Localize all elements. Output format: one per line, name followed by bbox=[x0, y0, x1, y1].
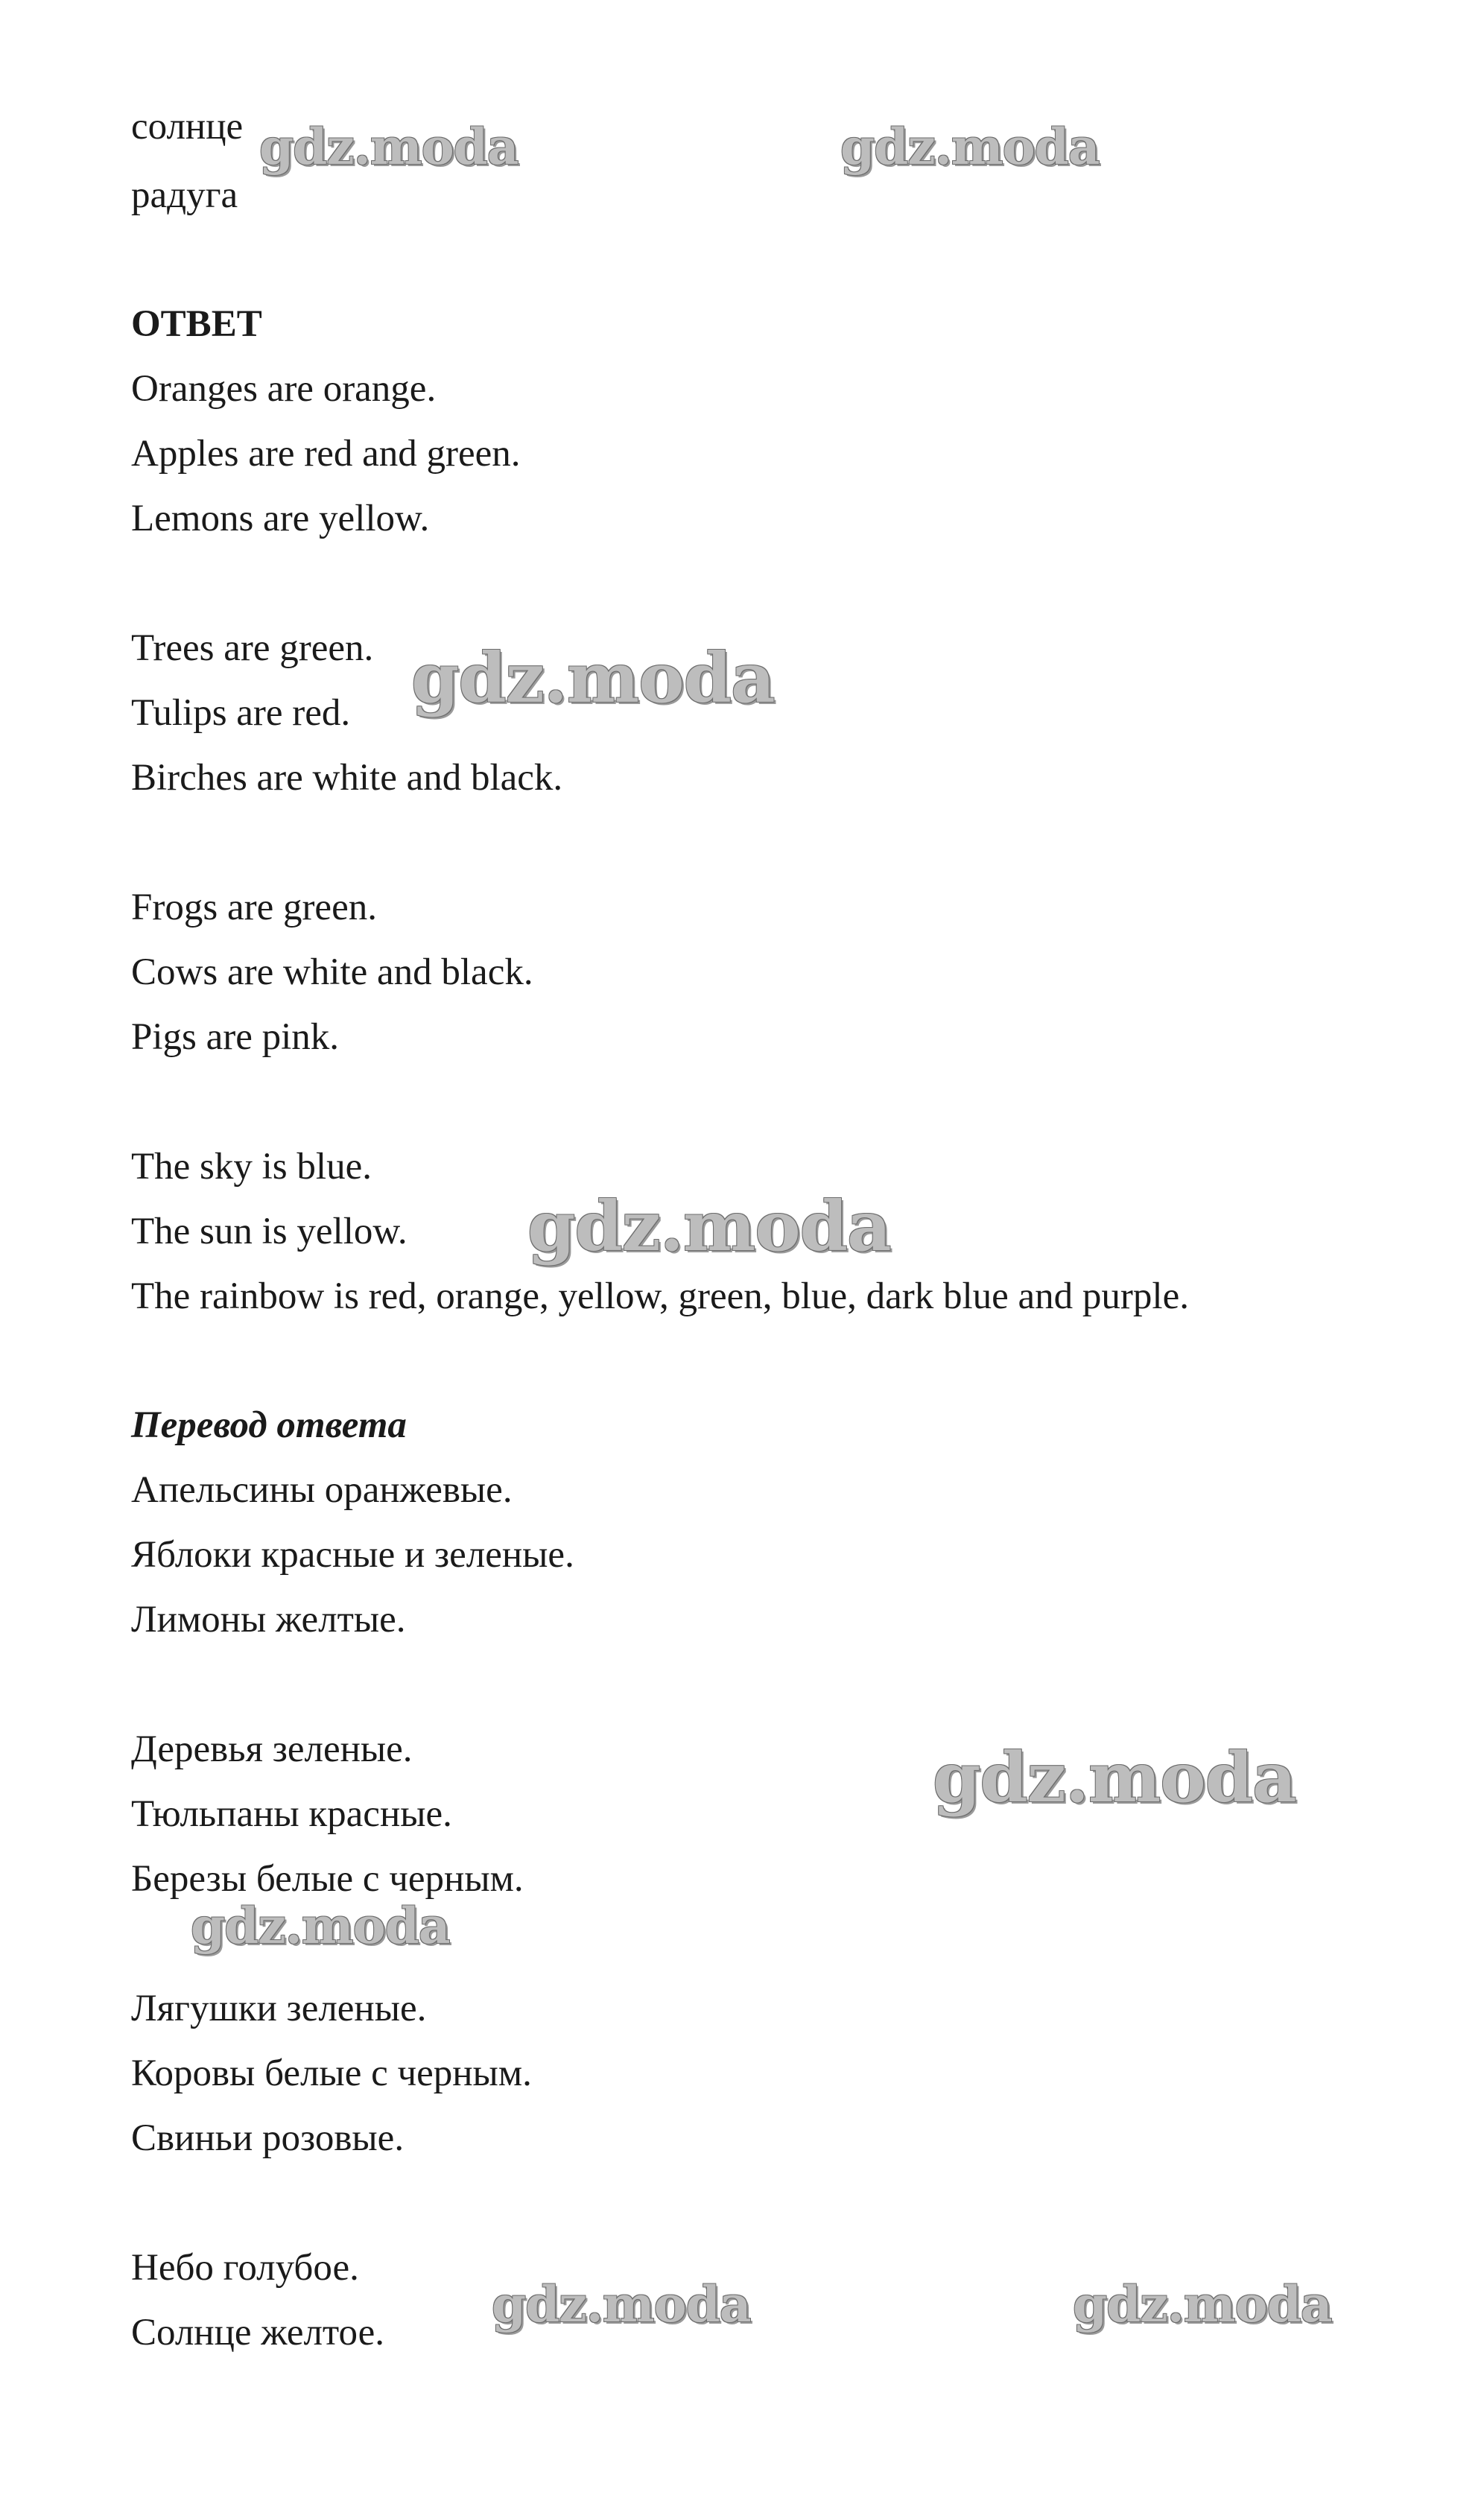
translation-line: Солнце желтое. bbox=[131, 2312, 385, 2353]
translation-line: Березы белые с черным. bbox=[131, 1858, 524, 1900]
answer-line: Oranges are orange. bbox=[131, 368, 437, 410]
translation-line: Коровы белые с черным. bbox=[131, 2053, 532, 2094]
answer-line: The rainbow is red, orange, yellow, green, blue, dark blue and purple. bbox=[131, 1275, 1189, 1317]
answer-line: Lemons are yellow. bbox=[131, 498, 430, 539]
translation-line: Лимоны желтые. bbox=[131, 1599, 406, 1641]
answer-line: Tulips are red. bbox=[131, 692, 351, 734]
answer-line: Pigs are pink. bbox=[131, 1016, 340, 1058]
answer-line: Apples are red and green. bbox=[131, 433, 521, 475]
answer-line: Frogs are green. bbox=[131, 887, 377, 928]
word-sun: солнце bbox=[131, 106, 244, 148]
translation-heading: Перевод ответа bbox=[131, 1404, 407, 1446]
answer-line: Birches are white and black. bbox=[131, 757, 563, 799]
word-rainbow: радуга bbox=[131, 174, 238, 216]
answer-heading: ОТВЕТ bbox=[131, 303, 262, 345]
translation-line: Лягушки зеленые. bbox=[131, 1988, 427, 2029]
answer-line: Cows are white and black. bbox=[131, 951, 533, 993]
watermark-logo: gdz.moda bbox=[492, 2275, 751, 2333]
watermark-logo: gdz.moda bbox=[840, 118, 1100, 176]
watermark-logo: gdz.moda bbox=[933, 1737, 1296, 1818]
translation-line: Свиньи розовые. bbox=[131, 2117, 405, 2159]
watermark-logo: gdz.moda bbox=[259, 118, 519, 176]
answer-line: The sun is yellow. bbox=[131, 1211, 408, 1252]
watermark-logo: gdz.moda bbox=[527, 1186, 891, 1267]
translation-line: Небо голубое. bbox=[131, 2247, 359, 2289]
watermark-logo: gdz.moda bbox=[1073, 2275, 1332, 2333]
translation-line: Деревья зеленые. bbox=[131, 1728, 413, 1770]
translation-line: Апельсины оранжевые. bbox=[131, 1469, 513, 1511]
answer-line: Trees are green. bbox=[131, 627, 374, 669]
watermark-logo: gdz.moda bbox=[411, 638, 775, 718]
watermark-logo: gdz.moda bbox=[191, 1897, 450, 1955]
translation-line: Тюльпаны красные. bbox=[131, 1793, 452, 1835]
translation-line: Яблоки красные и зеленые. bbox=[131, 1534, 574, 1576]
answer-line: The sky is blue. bbox=[131, 1146, 372, 1188]
